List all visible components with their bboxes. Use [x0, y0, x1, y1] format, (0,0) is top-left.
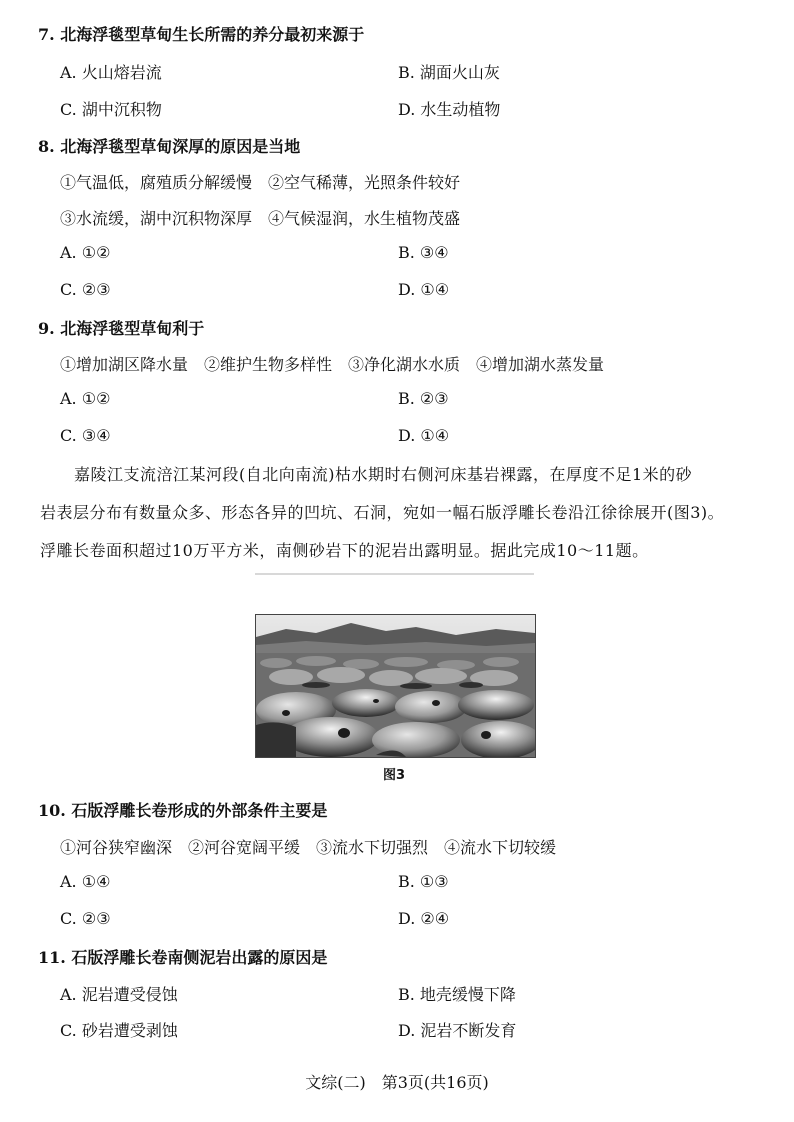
question-11-stem: 11. 石版浮雕长卷南侧泥岩出露的原因是: [38, 948, 328, 967]
question-9-stem: 9. 北海浮毯型草甸利于: [38, 319, 205, 338]
question-10-option-d: D. ②④: [398, 909, 450, 928]
question-8-statement-1: ①气温低，腐殖质分解缓慢 ②空气稀薄，光照条件较好: [60, 173, 461, 192]
question-8-statement-2: ③水流缓，湖中沉积物深厚 ④气候湿润，水生植物茂盛: [60, 209, 461, 228]
figure-3-caption: 图3: [383, 768, 406, 783]
question-8-option-a: A. ①②: [60, 243, 111, 262]
question-11-option-a: A. 泥岩遭受侵蚀: [60, 985, 178, 1004]
question-10-option-a: A. ①④: [60, 872, 111, 891]
question-8-option-b: B. ③④: [398, 243, 449, 262]
page-footer: 文综(二) 第3页(共16页): [305, 1073, 489, 1092]
riverbed-rock-image: [256, 615, 535, 757]
question-8-option-d: D. ①④: [398, 280, 450, 299]
passage-line-1: 嘉陵江支流涪江某河段(自北向南流)枯水期时右侧河床基岩裸露，在厚度不足1米的砂: [74, 465, 693, 484]
passage-line-3: 浮雕长卷面积超过10万平方米，南侧砂岩下的泥岩出露明显。据此完成10～11题。: [40, 541, 649, 560]
question-9-option-a: A. ①②: [60, 389, 111, 408]
question-7-option-c: C. 湖中沉积物: [60, 100, 162, 119]
question-9-statements: ①增加湖区降水量 ②维护生物多样性 ③净化湖水水质 ④增加湖水蒸发量: [60, 355, 605, 374]
question-10-statements: ①河谷狭窄幽深 ②河谷宽阔平缓 ③流水下切强烈 ④流水下切较缓: [60, 838, 557, 857]
question-10-stem: 10. 石版浮雕长卷形成的外部条件主要是: [38, 801, 328, 820]
question-7-option-d: D. 水生动植物: [398, 100, 501, 119]
question-8-stem: 8. 北海浮毯型草甸深厚的原因是当地: [38, 137, 301, 156]
question-7-option-a: A. 火山熔岩流: [60, 63, 162, 82]
question-9-option-b: B. ②③: [398, 389, 449, 408]
question-10-option-b: B. ①③: [398, 872, 449, 891]
question-9-option-c: C. ③④: [60, 426, 111, 445]
question-8-option-c: C. ②③: [60, 280, 111, 299]
question-11-option-c: C. 砂岩遭受剥蚀: [60, 1021, 178, 1040]
question-7-stem: 7. 北海浮毯型草甸生长所需的养分最初来源于: [38, 25, 365, 44]
question-11-option-d: D. 泥岩不断发育: [398, 1021, 517, 1040]
question-9-option-d: D. ①④: [398, 426, 450, 445]
question-7-option-b: B. 湖面火山灰: [398, 63, 500, 82]
question-10-option-c: C. ②③: [60, 909, 111, 928]
figure-top-strip: [255, 573, 534, 575]
question-11-option-b: B. 地壳缓慢下降: [398, 985, 516, 1004]
figure-3-photo: [255, 614, 536, 758]
passage-line-2: 岩表层分布有数量众多、形态各异的凹坑、石洞，宛如一幅石版浮雕长卷沿江徐徐展开(图3)。: [40, 503, 725, 522]
